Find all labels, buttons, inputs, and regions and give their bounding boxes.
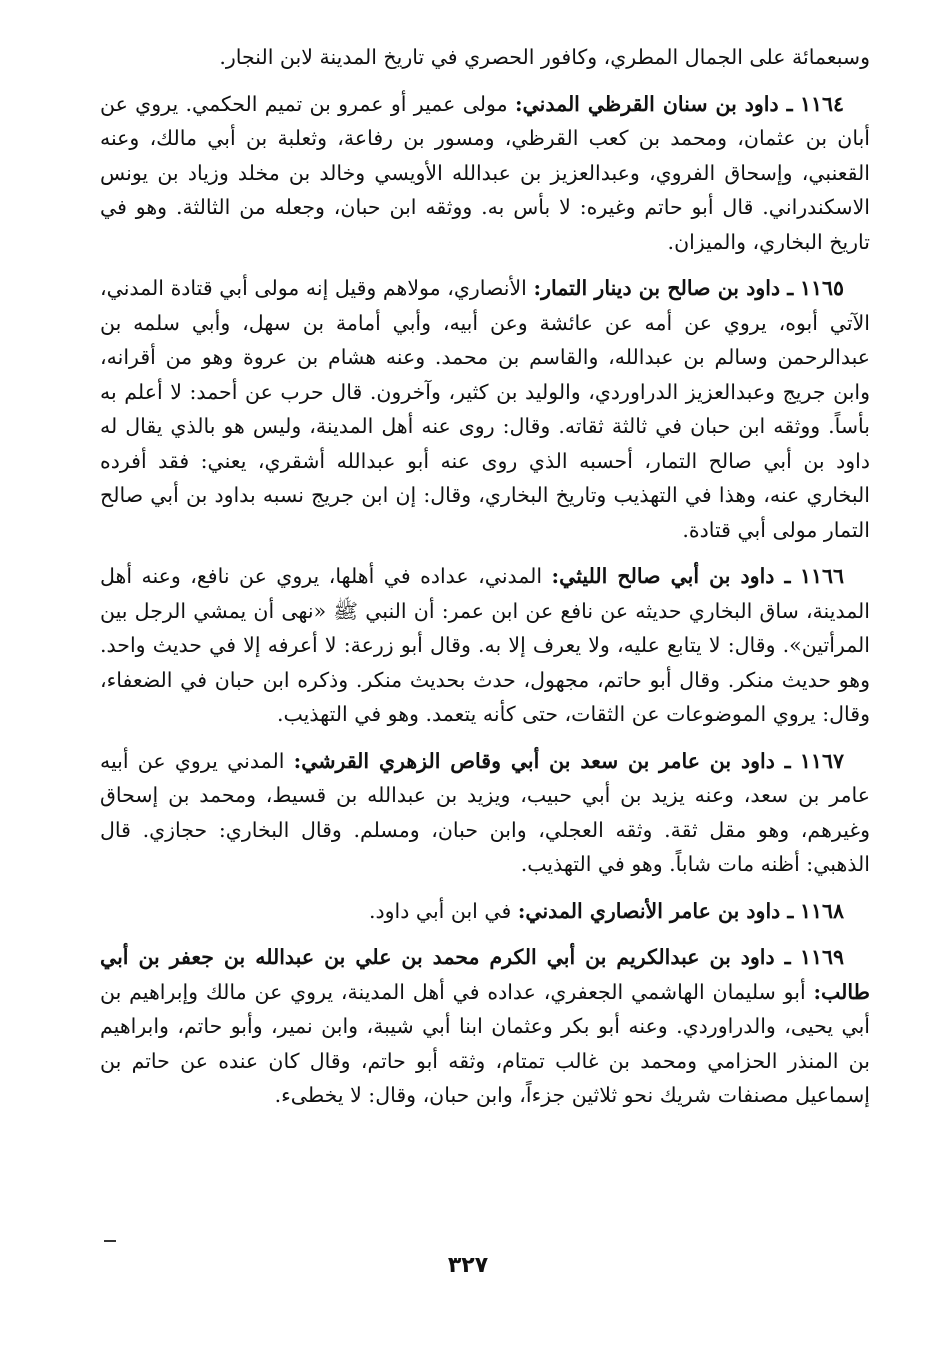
entry-1168: [100, 894, 870, 929]
entry-body: أبو سليمان الهاشمي الجعفري، عداده في أهل المدينة، يروي عن مالك وإبراهيم بن أبي يحيى، والدراوردي. وعنه أبو بكر وعثمان ابنا أبي شيبة، وابن نمير، وأبو حاتم، وابراهيم بن المنذر الحزامي ومحمد بن غالب تمتام، وثقه أبو حاتم، وقال كان عنده عن حاتم بن إسماعيل مصنفات شريك نحو ثلاثين جزءاً، وابن حبان، وقال: لا يخطىء.: [100, 979, 870, 1107]
entry-number: ١١٦٨: [799, 898, 844, 923]
entry-name: ـ داود بن عامر الأنصاري المدني:: [517, 898, 794, 923]
entry-1167: [100, 744, 870, 882]
entry-body: المدني، عداده في أهلها، يروي عن نافع، وعنه أهل المدينة، ساق البخاري حديثه عن نافع عن ابن عمر: أن النبي ﷺ «نهى أن يمشي الرجل بين المرأتين». وقال: لا يتابع عليه، ولا يعرف إلا به. وقال أبو زرعة: لا أعرفه إلا في حديث واحد. وهو حديث منكر. وقال أبو حاتم، مجهول، حدث بحديث منكر. وذكره ابن حبان في الضعفاء، وقال: يروي الموضوعات عن الثقات، حتى كأنه يتعمد. وهو في التهذيب.: [100, 564, 870, 726]
entry-1169: [100, 940, 870, 1113]
entry-name: ـ داود بن عامر بن سعد بن أبي وقاص الزهري القرشي:: [293, 748, 791, 773]
entry-name: ـ داود بن سنان القرظي المدني:: [514, 91, 793, 116]
footnote-separator-mark: [104, 1240, 116, 1242]
entry-name: ـ داود بن أبي صالح الليثي:: [551, 564, 791, 588]
page-number: ٣٢٧: [447, 1253, 489, 1278]
entry-number: ١١٦٥: [799, 276, 844, 300]
page-text: [100, 40, 870, 1125]
entry-number: ١١٦٦: [799, 564, 844, 588]
entry-body: في ابن أبي داود.: [368, 898, 512, 923]
entry-number: ١١٦٩: [799, 945, 844, 969]
entry-body: المدني يروي عن أبيه عامر بن سعد، وعنه يزيد بن أبي حبيب، ويزيد بن عبدالله بن قسيط، ومحمد بن إسحاق وغيرهم، وهو مقل ثقة. وثقه العجلي، وابن حبان، ومسلم. وقال البخاري: حجازي. قال الذهبي: أظنه مات شاباً. وهو في التهذيب.: [100, 748, 870, 876]
entry-1165: [100, 271, 870, 547]
entry-name: ـ داود بن صالح بن دينار التمار:: [533, 276, 794, 300]
entry-name: ـ داود بن عبدالكريم بن أبي الكرم محمد بن علي بن عبدالله بن جعفر بن أبي طالب:: [100, 945, 870, 1004]
continuation-paragraph: وسبعمائة على الجمال المطري، وكافور الحصري في تاريخ المدينة لابن النجار.: [219, 45, 870, 69]
entry-body: مولى عمير أو عمرو بن تميم الحكمي. يروي عن أبان بن عثمان، ومحمد بن كعب القرظي، ومسور بن رفاعة، وثعلبة بن أبي مالك، وعنه القعنبي، وإسحاق الفروي، وعبدالعزيز بن عبدالله الأويسي وخالد بن مخلد وزياد بن يونس الاسكندراني. قال أبو حاتم وغيره: لا بأس به. ووثقه ابن حبان، وجعله من الثالثة. وهو في تاريخ البخاري، والميزان.: [100, 91, 870, 254]
entry-number: ١١٦٧: [799, 748, 844, 773]
entry-1166: [100, 559, 870, 732]
entry-body: الأنصاري، مولاهم وقيل إنه مولى أبي قتادة المدني، الآتي أبوه، يروي عن أمه عن عائشة وعن أبيه، وأبي أمامة بن سهل، وأبي سلمه بن عبدالرحمن وسالم بن عبدالله، والقاسم بن محمد. وعنه هشام بن عروة وهو من أقرانه، وابن جريج وعبدالعزيز الدراوردي، والوليد بن كثير، وآخرون. قال حرب عن أحمد: لا أعلم به بأساً. ووثقه ابن حبان في ثالثة ثقاته. وقال: روى عنه أهل المدينة، وليس هو بالذي يقال له داود بن أبي صالح التمار، أحسبه الذي روى عنه أبو عبدالله أشقري، يعني: فقد أفرده البخاري عنه، وهذا في التهذيب وتاريخ البخاري، وقال: إن ابن جريج نسبه بداود بن أبي صالح التمار مولى أبي قتادة.: [100, 276, 870, 542]
entry-number: ١١٦٤: [799, 91, 844, 116]
entry-1164: [100, 87, 870, 260]
